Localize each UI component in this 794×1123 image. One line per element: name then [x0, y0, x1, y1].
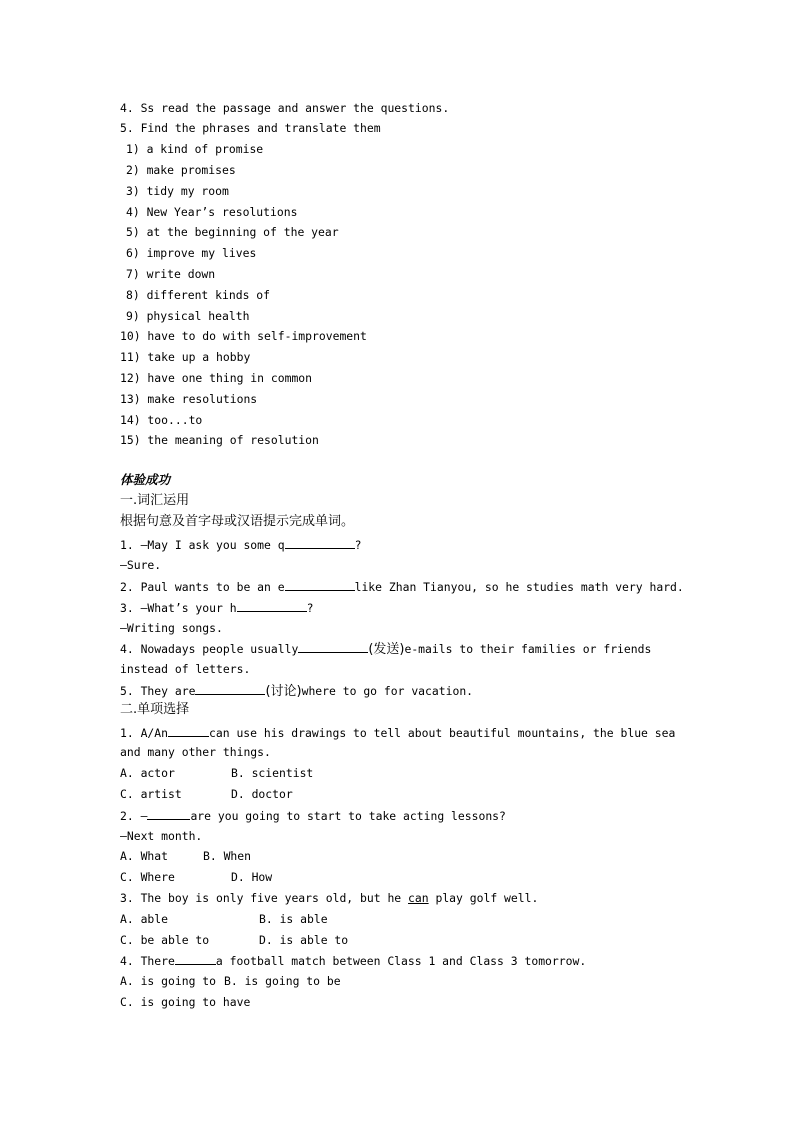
mc-question-2 — [120, 808, 506, 823]
answer-blank[interactable] — [175, 953, 216, 965]
mc-q3-option-b[interactable]: B. is able — [259, 912, 328, 926]
vocab-q4-end: e-mails to their families or friends — [404, 642, 652, 656]
mc-q1-text: 1. A/An — [120, 726, 169, 740]
mc-q4-text: 4. There — [120, 954, 175, 968]
vocab-q4-cont: instead of letters. — [120, 662, 251, 676]
vocab-q1-text: 1. —May I ask you some q — [120, 538, 285, 552]
mc-q3-option-a[interactable]: A. able — [120, 912, 169, 926]
vocab-question-1 — [120, 537, 361, 552]
vocab-q5-hint: (讨论) — [265, 684, 302, 699]
vocab-q3-end: ? — [306, 601, 314, 615]
phrase-item: 12) have one thing in common — [120, 371, 313, 385]
phrase-item: 10) have to do with self-improvement — [120, 329, 367, 343]
mc-question-1 — [120, 725, 675, 740]
mc-q2-reply: —Next month. — [120, 829, 203, 843]
mc-q3-underlined: can — [408, 891, 429, 905]
mc-q1-option-b[interactable]: B. scientist — [231, 766, 314, 780]
vocab-q3-reply: —Writing songs. — [120, 621, 223, 635]
phrase-item: 15) the meaning of resolution — [120, 433, 319, 447]
mc-q1-option-a[interactable]: A. actor — [120, 766, 175, 780]
answer-blank[interactable] — [237, 600, 307, 612]
mc-q2-text: 2. — — [120, 809, 148, 823]
answer-blank[interactable] — [285, 579, 355, 591]
phrase-item: 5) at the beginning of the year — [126, 225, 339, 239]
phrase-item: 14) too...to — [120, 413, 203, 427]
mc-q3-option-d[interactable]: D. is able to — [259, 933, 349, 947]
mc-q2-option-c[interactable]: C. Where — [120, 870, 175, 884]
vocab-q5-text: 5. They are — [120, 684, 196, 698]
mc-question-4 — [120, 953, 586, 968]
phrase-item: 4) New Year’s resolutions — [126, 205, 298, 219]
vocab-q1-reply: —Sure. — [120, 558, 162, 572]
answer-blank[interactable] — [285, 537, 355, 549]
mc-q4-option-c[interactable]: C. is going to have — [120, 995, 251, 1009]
step-4: 4. Ss read the passage and answer the questions. — [120, 101, 450, 115]
answer-blank[interactable] — [147, 808, 190, 820]
vocab-q1-end: ? — [354, 538, 362, 552]
part1-instruction: 根据句意及首字母或汉语提示完成单词。 — [120, 514, 355, 529]
mc-q1-end: can use his drawings to tell about beautiful mountains, the blue sea — [209, 726, 676, 740]
mc-q4-end: a football match between Class 1 and Class 3 tomorrow. — [215, 954, 587, 968]
mc-q2-option-d[interactable]: D. How — [231, 870, 273, 884]
vocab-q3-text: 3. —What’s your h — [120, 601, 237, 615]
vocab-q4-hint: (发送) — [368, 642, 405, 657]
phrase-item: 9) physical health — [126, 309, 250, 323]
mc-q1-option-c[interactable]: C. artist — [120, 787, 182, 801]
answer-blank[interactable] — [168, 725, 209, 737]
phrase-item: 1) a kind of promise — [126, 142, 264, 156]
vocab-q2-end: like Zhan Tianyou, so he studies math very hard. — [354, 580, 684, 594]
phrase-item: 3) tidy my room — [126, 184, 229, 198]
mc-q3-option-c[interactable]: C. be able to — [120, 933, 210, 947]
mc-question-3 — [120, 891, 538, 905]
phrase-item: 6) improve my lives — [126, 246, 257, 260]
mc-q2-end: are you going to start to take acting lessons? — [190, 809, 506, 823]
vocab-q2-text: 2. Paul wants to be an e — [120, 580, 285, 594]
mc-q4-option-a[interactable]: A. is going to — [120, 974, 217, 988]
vocab-question-3 — [120, 600, 313, 615]
mc-q1-cont: and many other things. — [120, 745, 271, 759]
section-title: 体验成功 — [120, 472, 171, 487]
vocab-question-2 — [120, 579, 684, 594]
vocab-q4-text: 4. Nowadays people usually — [120, 642, 299, 656]
phrase-item: 2) make promises — [126, 163, 236, 177]
phrase-item: 7) write down — [126, 267, 216, 281]
mc-q1-option-d[interactable]: D. doctor — [231, 787, 293, 801]
part2-title: 二.单项选择 — [120, 702, 190, 717]
phrase-item: 11) take up a hobby — [120, 350, 251, 364]
mc-q2-option-b[interactable]: B. When — [203, 849, 252, 863]
vocab-question-4 — [120, 641, 651, 657]
mc-q3-text: 3. The boy is only five years old, but he — [120, 891, 409, 905]
phrase-item: 13) make resolutions — [120, 392, 258, 406]
answer-blank[interactable] — [298, 641, 368, 653]
answer-blank[interactable] — [195, 683, 265, 695]
mc-q4-option-b[interactable]: B. is going to be — [224, 974, 341, 988]
mc-q3-end: play golf well. — [428, 891, 539, 905]
phrase-item: 8) different kinds of — [126, 288, 271, 302]
vocab-question-5 — [120, 683, 473, 699]
part1-title: 一.词汇运用 — [120, 493, 190, 508]
mc-q2-option-a[interactable]: A. What — [120, 849, 169, 863]
vocab-q5-end: where to go for vacation. — [301, 684, 474, 698]
step-5: 5. Find the phrases and translate them — [120, 121, 381, 135]
